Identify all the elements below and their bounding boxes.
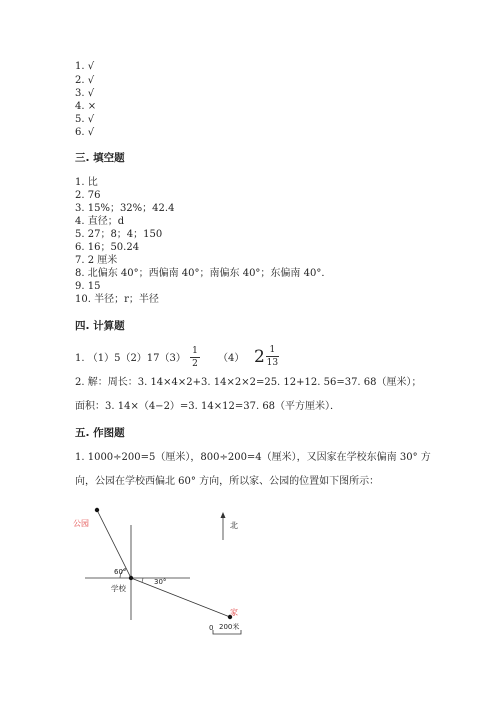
home-label: 家 (230, 608, 238, 617)
angle-arc-30 (142, 578, 143, 582)
fraction-bar (190, 357, 200, 358)
judge-answer-3: 3. √ (75, 88, 95, 99)
fill-answer-10: 10. 半径；r；半径 (75, 294, 159, 305)
judge-answer-5: 5. √ (75, 114, 95, 125)
park-label: 公园 (73, 519, 89, 528)
mixed-whole: 2 (254, 346, 265, 367)
calc-mixed-number (254, 345, 279, 368)
fraction-bar (266, 356, 279, 357)
line-school-to-home (131, 578, 230, 617)
section-title-fill-blank: 三. 填空题 (75, 152, 125, 164)
calc-fraction-one-half (190, 346, 200, 369)
calc-answer-2-line2: 面积：3. 14×（4−2）=3. 14×12=37. 68（平方厘米）． (75, 401, 341, 412)
fill-answer-1: 1. 比 (75, 177, 98, 188)
judge-answer-6: 6. √ (75, 127, 95, 138)
judge-answer-1: 1. √ (75, 61, 95, 72)
fill-answer-2: 2. 76 (75, 190, 101, 201)
fill-answer-5: 5. 27；8；4；150 (75, 229, 163, 240)
fill-answer-7: 7. 2 厘米 (75, 255, 118, 266)
park-point (95, 508, 99, 512)
fill-answer-3: 3. 15%；32%；42.4 (75, 203, 175, 214)
section-title-calculation: 四. 计算题 (75, 320, 125, 332)
fill-answer-9: 9. 15 (75, 281, 101, 292)
calc-answer-1-text: 1. （1）5（2）17（3） (75, 353, 186, 364)
scale-zero-label: 0 (209, 624, 214, 632)
fraction-numerator: 1 (269, 345, 276, 355)
north-arrow-icon (221, 512, 226, 518)
drawing-explanation-line1: 1. 1000÷200=5（厘米），800÷200=4（厘米），又因家在学校东偏南 30° 方 (75, 452, 431, 463)
position-diagram (70, 500, 270, 645)
fraction-denominator: 2 (192, 359, 198, 369)
scale-distance-label: 200米 (219, 623, 240, 631)
judge-answer-2: 2. √ (75, 75, 95, 86)
fraction-numerator: 1 (192, 346, 198, 356)
fill-answer-6: 6. 16；50.24 (75, 242, 140, 253)
section-title-drawing: 五. 作图题 (75, 427, 125, 439)
school-label: 学校 (111, 584, 126, 593)
angle-30-label: 30° (154, 578, 167, 586)
fill-answer-4: 4. 直径；d (75, 216, 125, 227)
mixed-fraction (266, 345, 279, 368)
north-label: 北 (230, 521, 238, 530)
calc-answer-part4: （4） (218, 353, 245, 364)
angle-60-label: 60° (114, 568, 127, 576)
school-point (129, 576, 133, 580)
drawing-explanation-line2: 向，公园在学校西偏北 60° 方向，所以家、公园的位置如下图所示： (75, 476, 380, 487)
fraction-denominator: 13 (266, 358, 279, 368)
fill-answer-8: 8. 北偏东 40°；西偏南 40°；南偏东 40°；东偏南 40°． (75, 268, 332, 279)
calc-answer-2-line1: 2. 解：周长：3. 14×4×2+3. 14×2×2=25. 12+12. 56=37. 68（厘米）； (75, 377, 422, 388)
judge-answer-4: 4. × (75, 101, 97, 112)
